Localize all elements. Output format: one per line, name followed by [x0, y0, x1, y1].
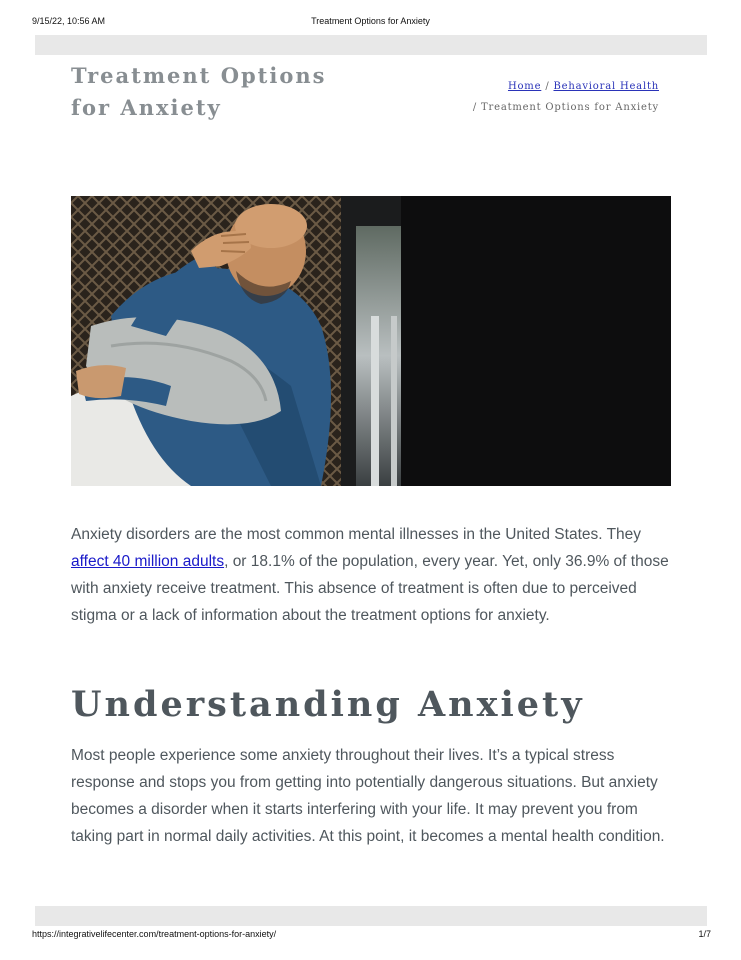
intro-paragraph	[71, 521, 671, 629]
bottom-bar	[35, 906, 707, 926]
print-doc-title: Treatment Options for Anxiety	[311, 16, 430, 26]
statistic-link[interactable]: affect 40 million adults	[71, 553, 225, 570]
breadcrumb-home-link[interactable]: Home	[507, 81, 542, 92]
page-counter: 1/7	[698, 929, 711, 939]
top-nav-bar	[35, 35, 707, 55]
hero-image	[71, 196, 671, 486]
page-title: Treatment Options for Anxiety	[71, 63, 327, 120]
breadcrumb-separator: /	[472, 102, 478, 113]
intro-text-after-link: , or 18.1% of the population, every year. Yet, only 36.9% of those with anxiety receive treatment. This absence of treatment is often due to perceived stigma or a lack of information about the treatment options for anxiety.	[71, 553, 669, 624]
print-url: https://integrativelifecenter.com/treatment-options-for-anxiety/	[32, 929, 277, 939]
intro-text-before-link: Anxiety disorders are the most common mental illnesses in the United States. They	[71, 526, 642, 543]
section-heading: Understanding Anxiety	[71, 684, 585, 725]
print-header	[0, 16, 741, 30]
section-paragraph: Most people experience some anxiety throughout their lives. It’s a typical stress response and stops you from getting into potentially dangerous situations. But anxiety becomes a disorder when it starts interfering with your life. It may prevent you from taking part in normal daily activities. At this point, it becomes a mental health condition.	[71, 747, 665, 845]
print-footer	[0, 929, 741, 943]
breadcrumb-current: Treatment Options for Anxiety	[481, 102, 659, 113]
breadcrumb-separator: /	[545, 81, 550, 92]
breadcrumb	[399, 76, 659, 118]
breadcrumb-category-link[interactable]: Behavioral Health	[553, 81, 659, 92]
man-with-pillow-illustration	[71, 196, 671, 486]
print-datetime: 9/15/22, 10:56 AM	[32, 16, 106, 26]
